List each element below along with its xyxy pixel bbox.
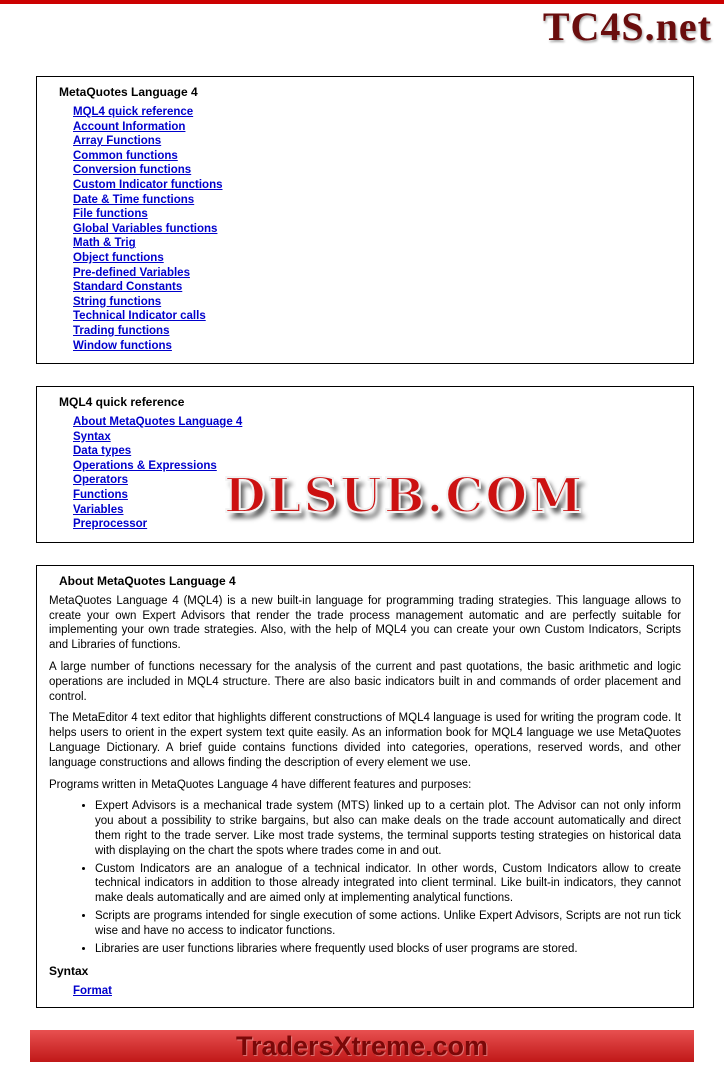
nav-link[interactable]: Math & Trig [73,237,136,250]
quick-reference-link[interactable]: Functions [73,489,128,502]
tradersxtreme-banner[interactable]: TradersXtreme.com [30,1030,694,1062]
nav-link[interactable]: Global Variables functions [73,222,218,235]
nav-link[interactable]: String functions [73,295,162,308]
nav-box-title: MetaQuotes Language 4 [59,85,198,99]
nav-link[interactable]: Account Information [73,120,186,133]
about-title: About MetaQuotes Language 4 [59,573,236,588]
format-link[interactable]: Format [73,985,112,998]
nav-link[interactable]: Standard Constants [73,281,183,294]
site-logo[interactable]: TC4S.net [542,4,712,49]
nav-link[interactable]: File functions [73,208,148,221]
quick-reference-link[interactable]: Preprocessor [73,518,148,531]
nav-link[interactable]: Common functions [73,149,178,162]
bullet-item: • Custom Indicators are an analogue of a technical indicator. In other words, Custom Indicators allow to create technical indicators in addition to those already integrated into client terminal. Like built-in indicators, they cannot make deals automatically and are aimed only at implementing analytical functions. [95,862,681,906]
nav-link[interactable]: Object functions [73,251,164,264]
dlsub-watermark: DLSUB.COM [224,468,585,524]
about-paragraphs [49,594,681,793]
nav-link[interactable]: Window functions [73,339,172,352]
bullet-item: • Expert Advisors is a mechanical trade system (MTS) linked up to a certain plot. The Advisor can not only inform you about a possibility to strike bargains, but also can make deals on the trade account automatically and direct them right to the trade server. Like most trade systems, the terminal supports testing strategies on historical data with displaying on the chart the spots where trades come in and out. [95,799,681,858]
quick-reference-link[interactable]: About MetaQuotes Language 4 [73,416,243,429]
quick-reference-link[interactable]: Syntax [73,430,111,443]
quick-reference-link[interactable]: Data types [73,445,132,458]
nav-link[interactable]: Date & Time functions [73,193,195,206]
quick-reference-link[interactable]: Operations & Expressions [73,459,217,472]
nav-link[interactable]: Technical Indicator calls [73,310,206,323]
quick-reference-title: MQL4 quick reference [59,395,185,410]
quick-reference-link-list [49,415,681,532]
syntax-heading: Syntax [49,964,89,979]
quick-reference-box [36,386,694,543]
nav-link-list [49,105,681,353]
quick-reference-link[interactable]: Variables [73,503,124,516]
bullet-item: • Libraries are user functions libraries where frequently used blocks of user programs are stored. [95,942,681,957]
nav-link[interactable]: Custom Indicator functions [73,178,223,191]
bullet-item: • Scripts are programs intended for single execution of some actions. Unlike Expert Advisors, Scripts are not run tick wise and have no access to indicator functions. [95,909,681,939]
nav-link[interactable]: Pre-defined Variables [73,266,190,279]
about-paragraph: MetaQuotes Language 4 (MQL4) is a new built-in language for programming trading strategies. This language allows to create your own Expert Advisors that render the trade process management automatic and are perfectly suitable for implementing your own trade strategies. Also, with the help of MQL4 you can create your own Custom Indicators, Scripts and Libraries of functions. [49,594,681,652]
nav-link[interactable]: Array Functions [73,135,162,148]
about-paragraph: A large number of functions necessary for the analysis of the current and past quotations, the basic arithmetic and logic operations are included in MQL4 structure. There are also basic indicators built in and commands of order placement and control. [49,661,681,703]
nav-box-metaquotes-language [36,76,694,364]
nav-link[interactable]: MQL4 quick reference [73,106,194,118]
about-box [36,565,694,1009]
about-paragraph: The MetaEditor 4 text editor that highlights different constructions of MQL4 language is used for writing the program code. It helps users to orient in the expert system text quite easily. As an information book for MQL4 language we use MetaQuotes Language Dictionary. A brief guide contains functions divided into categories, operations, reserved words, and other language constructions and allows finding the description of every element we use. [49,712,681,769]
nav-link[interactable]: Trading functions [73,324,170,337]
quick-reference-link[interactable]: Operators [73,474,128,487]
nav-link[interactable]: Conversion functions [73,164,192,177]
about-paragraph: Programs written in MetaQuotes Language 4 have different features and purposes: [49,778,472,791]
program-types-bullet-list [49,799,681,956]
